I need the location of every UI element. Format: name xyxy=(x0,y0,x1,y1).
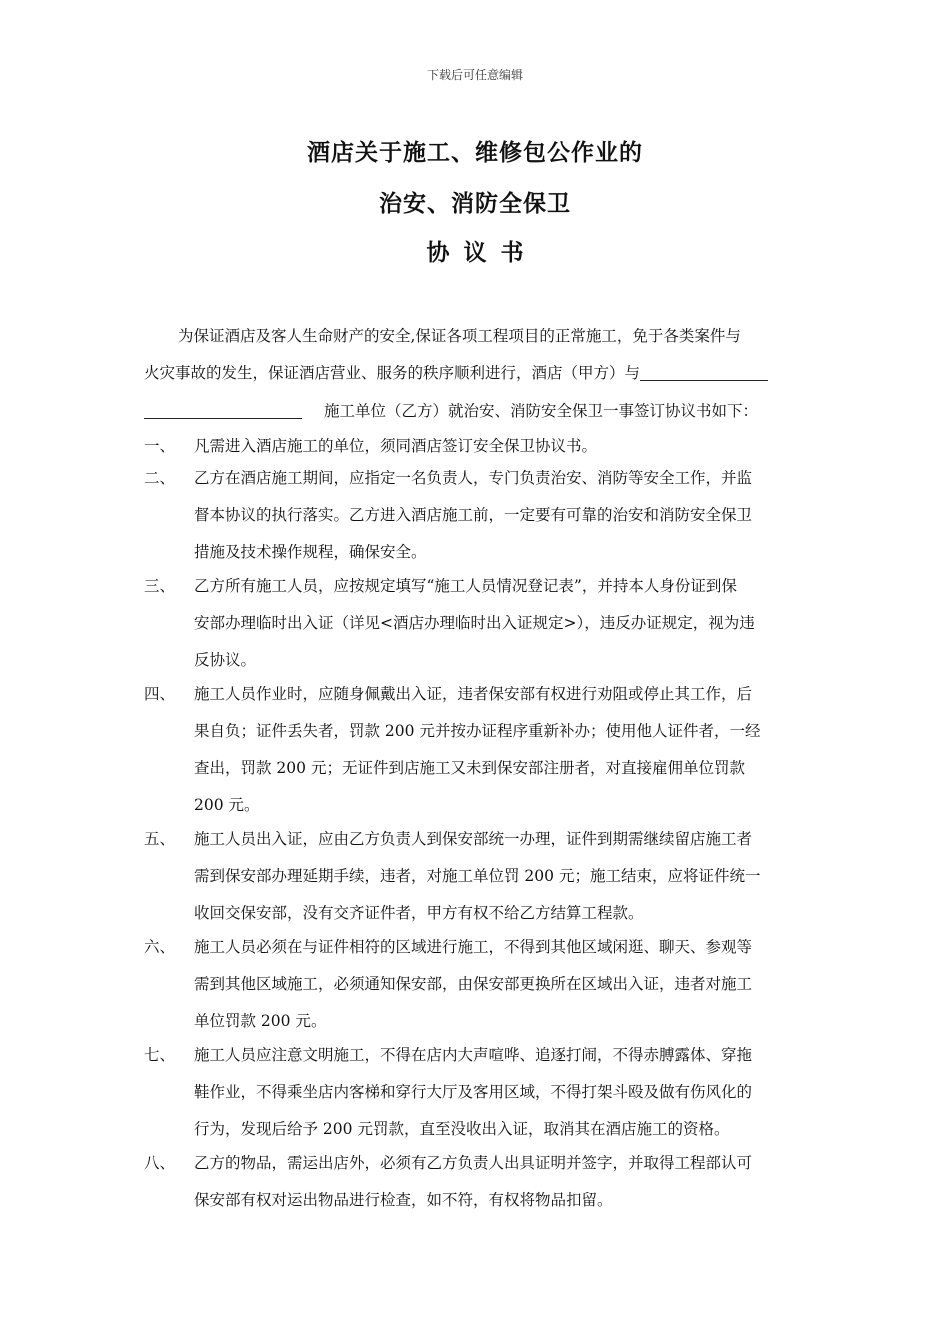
clause-line: 督本协议的执行落实。乙方进入酒店施工前，一定要有可靠的治安和消防安全保卫 xyxy=(194,506,753,524)
intro-line-2-text: 火灾事故的发生，保证酒店营业、服务的秩序顺利进行，酒店（甲方）与 xyxy=(144,364,641,382)
clause-line: 措施及技术操作规程，确保安全。 xyxy=(194,543,427,561)
clause-line: 施工人员应注意文明施工，不得在店内大声喧哗、追逐打闹，不得赤膊露体、穿拖 xyxy=(194,1046,753,1064)
party-a-blank xyxy=(640,364,768,381)
title-line-1: 酒店关于施工、维修包公作业的 xyxy=(307,139,643,166)
clause-number: 二、 xyxy=(144,469,176,487)
clause-line: 鞋作业，不得乘坐店内客梯和穿行大厅及客用区域，不得打架斗殴及做有伤风化的 xyxy=(194,1083,753,1101)
clause-line: 果自负；证件丢失者，罚款 200 元并按办证程序重新补办；使用他人证件者，一经 xyxy=(194,722,761,740)
clause-line: 安部办理临时出入证（详见<酒店办理临时出入证规定>），违反办证规定，视为违 xyxy=(194,614,755,632)
clause-line: 查出，罚款 200 元；无证件到店施工又未到保安部注册者，对直接雇佣单位罚款 xyxy=(194,759,745,777)
clause-line: 施工人员必须在与证件相符的区域进行施工，不得到其他区域闲逛、聊天、参观等 xyxy=(194,938,753,956)
clause-number: 八、 xyxy=(144,1154,176,1172)
clause-number: 三、 xyxy=(144,577,176,595)
clause-line: 需到其他区域施工，必须通知保安部，由保安部更换所在区域出入证，违者对施工 xyxy=(194,975,753,993)
clause-number: 一、 xyxy=(144,437,176,455)
clause-line: 保安部有权对运出物品进行检查，如不符，有权将物品扣留。 xyxy=(194,1191,613,1209)
clause-line: 收回交保安部，没有交齐证件者，甲方有权不给乙方结算工程款。 xyxy=(194,904,644,922)
clause-line: 需到保安部办理延期手续，违者，对施工单位罚 200 元；施工结束，应将证件统一 xyxy=(194,867,761,885)
intro-line-3 xyxy=(144,401,758,421)
clause-line: 反协议。 xyxy=(194,651,257,669)
party-b-blank xyxy=(144,402,302,419)
clause-line: 施工人员出入证，应由乙方负责人到保安部统一办理，证件到期需继续留店施工者 xyxy=(194,830,753,848)
title-line-2: 治安、消防全保卫 xyxy=(379,190,571,217)
clause-line: 施工人员作业时，应随身佩戴出入证，违者保安部有权进行劝阻或停止其工作，后 xyxy=(194,685,753,703)
clause-line: 单位罚款 200 元。 xyxy=(194,1012,327,1030)
header-note: 下载后可任意编辑 xyxy=(426,68,523,82)
intro-line-3-text: 施工单位（乙方）就治安、消防安全保卫一事签订协议书如下： xyxy=(324,402,759,420)
clause-line: 乙方所有施工人员，应按规定填写“施工人员情况登记表”，并持本人身份证到保 xyxy=(194,577,737,595)
intro-line-1: 为保证酒店及客人生命财产的安全,保证各项工程项目的正常施工，免于各类案件与 xyxy=(178,327,741,345)
intro-line-2 xyxy=(144,363,768,383)
clause-line: 200 元。 xyxy=(194,796,260,814)
clause-number: 五、 xyxy=(144,830,176,848)
clause-line: 行为，发现后给予 200 元罚款，直至没收出入证，取消其在酒店施工的资格。 xyxy=(194,1120,730,1138)
clause-number: 七、 xyxy=(144,1046,176,1064)
clause-line: 乙方的物品，需运出店外，必须有乙方负责人出具证明并签字，并取得工程部认可 xyxy=(194,1154,753,1172)
clause-line: 凡需进入酒店施工的单位，须同酒店签订安全保卫协议书。 xyxy=(194,437,598,455)
clause-number: 六、 xyxy=(144,938,176,956)
clause-line: 乙方在酒店施工期间，应指定一名负责人，专门负责治安、消防等安全工作，并监 xyxy=(194,469,753,487)
clause-number: 四、 xyxy=(144,685,176,703)
title-line-3: 协议书 xyxy=(426,239,538,266)
